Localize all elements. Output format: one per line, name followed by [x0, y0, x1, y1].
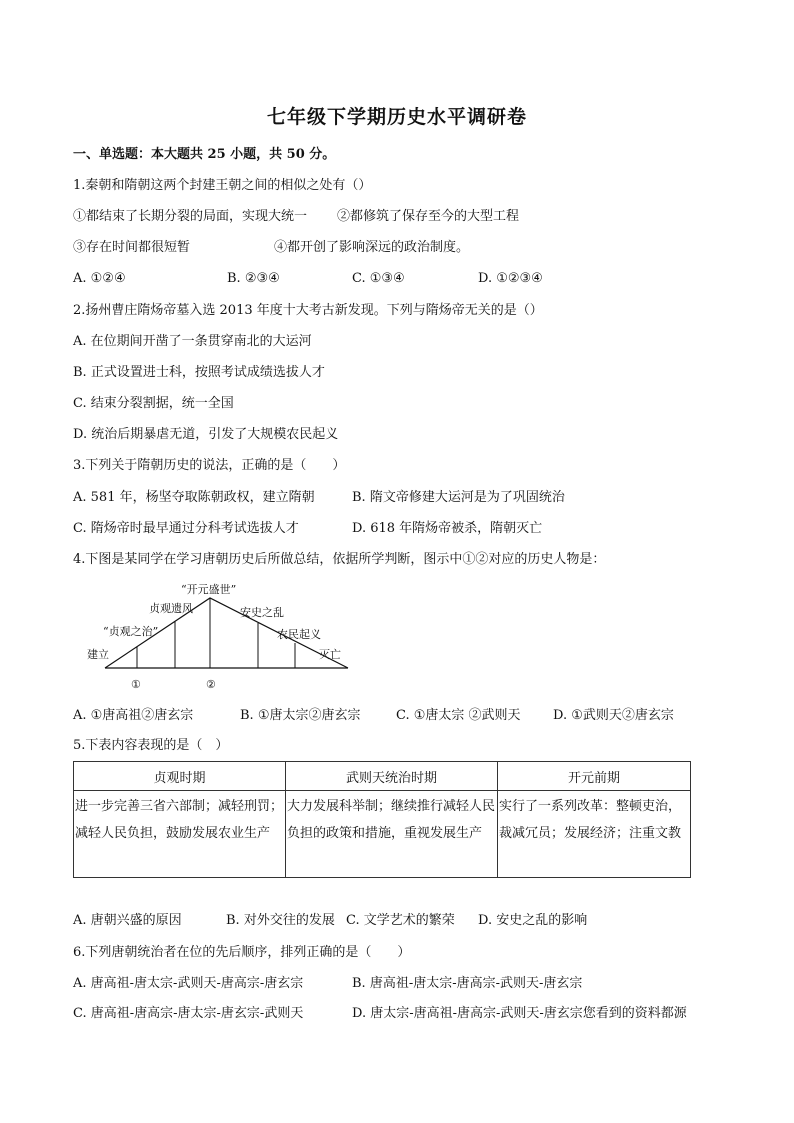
question-6-option-a: A. 唐高祖-唐太宗-武则天-唐高宗-唐玄宗	[73, 976, 304, 991]
question-5-option-b: B. 对外交往的发展	[226, 913, 335, 928]
table-row	[74, 791, 691, 878]
diagram-label-right-2: 农民起义	[277, 628, 321, 641]
table-cell: 进一步完善三省六部制；减轻刑罚；减轻人民负担，鼓励发展农业生产	[74, 791, 286, 878]
diagram-label-right-1: 安史之乱	[240, 606, 284, 619]
question-1-statement-4: ④都开创了影响深远的政治制度。	[274, 240, 470, 255]
question-1-statement-2: ②都修筑了保存至今的大型工程	[337, 209, 520, 224]
question-1-statement-3: ③存在时间都很短暂	[73, 240, 191, 255]
question-5-option-a: A. 唐朝兴盛的原因	[73, 913, 182, 928]
question-3-option-d: D. 618 年隋炀帝被杀，隋朝灭亡	[352, 521, 543, 536]
tang-dynasty-timeline-diagram	[85, 578, 365, 694]
diagram-marker-2: ②	[206, 678, 216, 691]
table-header-cell: 开元前期	[498, 762, 691, 791]
diagram-marker-1: ①	[131, 678, 141, 691]
diagram-label-left-1: 贞观遗风	[149, 602, 193, 615]
diagram-label-end: 灭亡	[319, 648, 341, 661]
diagram-label-left-2: “贞观之治”	[103, 625, 159, 638]
question-2-option-a: A. 在位期间开凿了一条贯穿南北的大运河	[73, 334, 312, 349]
question-5-option-c: C. 文学艺术的繁荣	[346, 913, 455, 928]
question-4-option-d: D. ①武则天②唐玄宗	[553, 708, 674, 723]
question-2-option-c: C. 结束分裂割据，统一全国	[73, 396, 234, 411]
question-6-option-b: B. 唐高祖-唐太宗-唐高宗-武则天-唐玄宗	[352, 976, 583, 991]
question-6-stem: 6.下列唐朝统治者在位的先后顺序，排列正确的是（ ）	[73, 945, 411, 960]
question-5-option-d: D. 安史之乱的影响	[478, 913, 588, 928]
question-2-stem: 2.扬州曹庄隋炀帝墓入选 2013 年度十大考古新发现。下列与隋炀帝无关的是（）	[73, 303, 543, 318]
question-4-option-a: A. ①唐高祖②唐玄宗	[73, 708, 194, 723]
table-header-cell: 贞观时期	[74, 762, 286, 791]
table-header-cell: 武则天统治时期	[286, 762, 498, 791]
table-header-row	[74, 762, 691, 791]
question-3-stem: 3.下列关于隋朝历史的说法，正确的是（ ）	[73, 458, 346, 473]
question-3-option-a: A. 581 年，杨坚夺取陈朝政权，建立隋朝	[73, 490, 315, 505]
question-1-option-a: A. ①②④	[73, 271, 126, 286]
question-1-stem: 1.秦朝和隋朝这两个封建王朝之间的相似之处有（）	[73, 178, 372, 193]
question-1-option-c: C. ①③④	[352, 271, 405, 286]
question-3-option-c: C. 隋炀帝时最早通过分科考试选拔人才	[73, 521, 299, 536]
question-4-option-b: B. ①唐太宗②唐玄宗	[240, 708, 361, 723]
question-6-option-d: D. 唐太宗-唐高祖-唐高宗-武则天-唐玄宗您看到的资料都源	[352, 1006, 687, 1021]
question-4-option-c: C. ①唐太宗 ②武则天	[396, 708, 521, 723]
question-1-statement-1: ①都结束了长期分裂的局面，实现大统一	[73, 209, 308, 224]
section-heading: 一、单选题：本大题共 25 小题，共 50 分。	[73, 147, 336, 162]
question-2-option-d: D. 统治后期暴虐无道，引发了大规模农民起义	[73, 427, 339, 442]
page-title: 七年级下学期历史水平调研卷	[266, 106, 527, 128]
table-cell: 实行了一系列改革：整顿吏治，裁减冗员；发展经济；注重文教	[498, 791, 691, 878]
diagram-label-start: 建立	[87, 648, 109, 661]
question-5-stem: 5.下表内容表现的是（ ）	[73, 738, 229, 753]
diagram-label-peak: “开元盛世”	[181, 583, 237, 596]
question-6-option-c: C. 唐高祖-唐高宗-唐太宗-唐玄宗-武则天	[73, 1006, 304, 1021]
question-3-option-b: B. 隋文帝修建大运河是为了巩固统治	[352, 490, 565, 505]
question-1-option-d: D. ①②③④	[478, 271, 543, 286]
question-1-option-b: B. ②③④	[227, 271, 280, 286]
question-5-table	[73, 761, 691, 878]
question-2-option-b: B. 正式设置进士科，按照考试成绩选拔人才	[73, 365, 325, 380]
table-cell: 大力发展科举制；继续推行减轻人民负担的政策和措施，重视发展生产	[286, 791, 498, 878]
question-4-stem: 4.下图是某同学在学习唐朝历史后所做总结，依据所学判断，图示中①②对应的历史人物是：	[73, 552, 606, 567]
